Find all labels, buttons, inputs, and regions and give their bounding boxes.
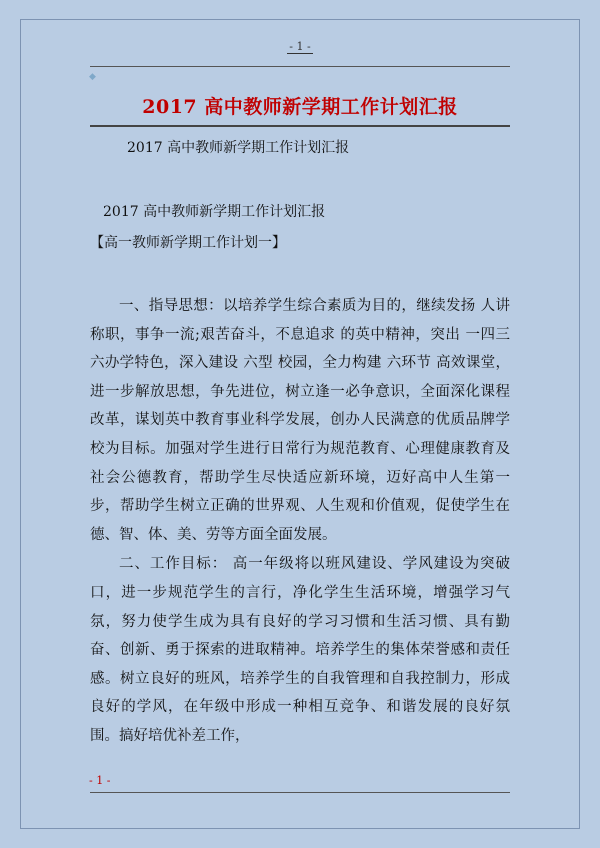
paragraph-work-goals: 二、工作目标： 高一年级将以班风建设、学风建设为突破口，进一步规范学生的言行，净化学生生活环境，增强学习气氛，努力使学生成为具有良好的学习习惯和生活习惯、具有勤奋、创新、勇于探索的进取精神。培养学生的集体荣誉感和责任感。树立良好的班风，培养学生的自我管理和自我控制力，形成良好的学风，在年级中形成一种相互竞争、和谐发展的良好氛围。搞好培优补差工作， <box>90 556 510 744</box>
footer-rule <box>90 792 510 793</box>
header-rule <box>90 66 510 67</box>
section-heading: 【高一教师新学期工作计划一】 <box>90 235 286 251</box>
subtitle-2: 2017 高中教师新学期工作计划汇报 <box>103 204 326 220</box>
paragraph-guiding-thought: 一、指导思想：以培养学生综合素质为目的，继续发扬 人讲称职，事争一流;艰苦奋斗，不息追求 的英中精神，突出 一四三六办学特色，深入建设 六型 校园，全力构建 六环节 高效课堂，进一步解放思想，争先进位，树立逢一必争意识，全面深化课程改革，谋划英中教育事业科学发展，创办人民满意的优质品牌学校为目标。加强对学生进行日常行为规范教育、心理健康教育及社会公德教育，帮助学生尽快适应新环境，迈好高中人生第一步，帮助学生树立正确的世界观、人生观和价值观，促使学生在德、智、体、美、劳等方面全面发展。 <box>90 298 510 543</box>
subtitle-1: 2017 高中教师新学期工作计划汇报 <box>127 140 350 156</box>
header-page-number-text: - 1 - <box>289 40 311 53</box>
footer-page-number: - 1 - <box>89 774 111 787</box>
title-rule <box>90 125 510 127</box>
diamond-icon: ◆ <box>89 72 96 82</box>
header-page-number <box>0 40 600 53</box>
body-text <box>90 292 510 751</box>
document-title: 2017 高中教师新学期工作计划汇报 <box>142 96 458 118</box>
